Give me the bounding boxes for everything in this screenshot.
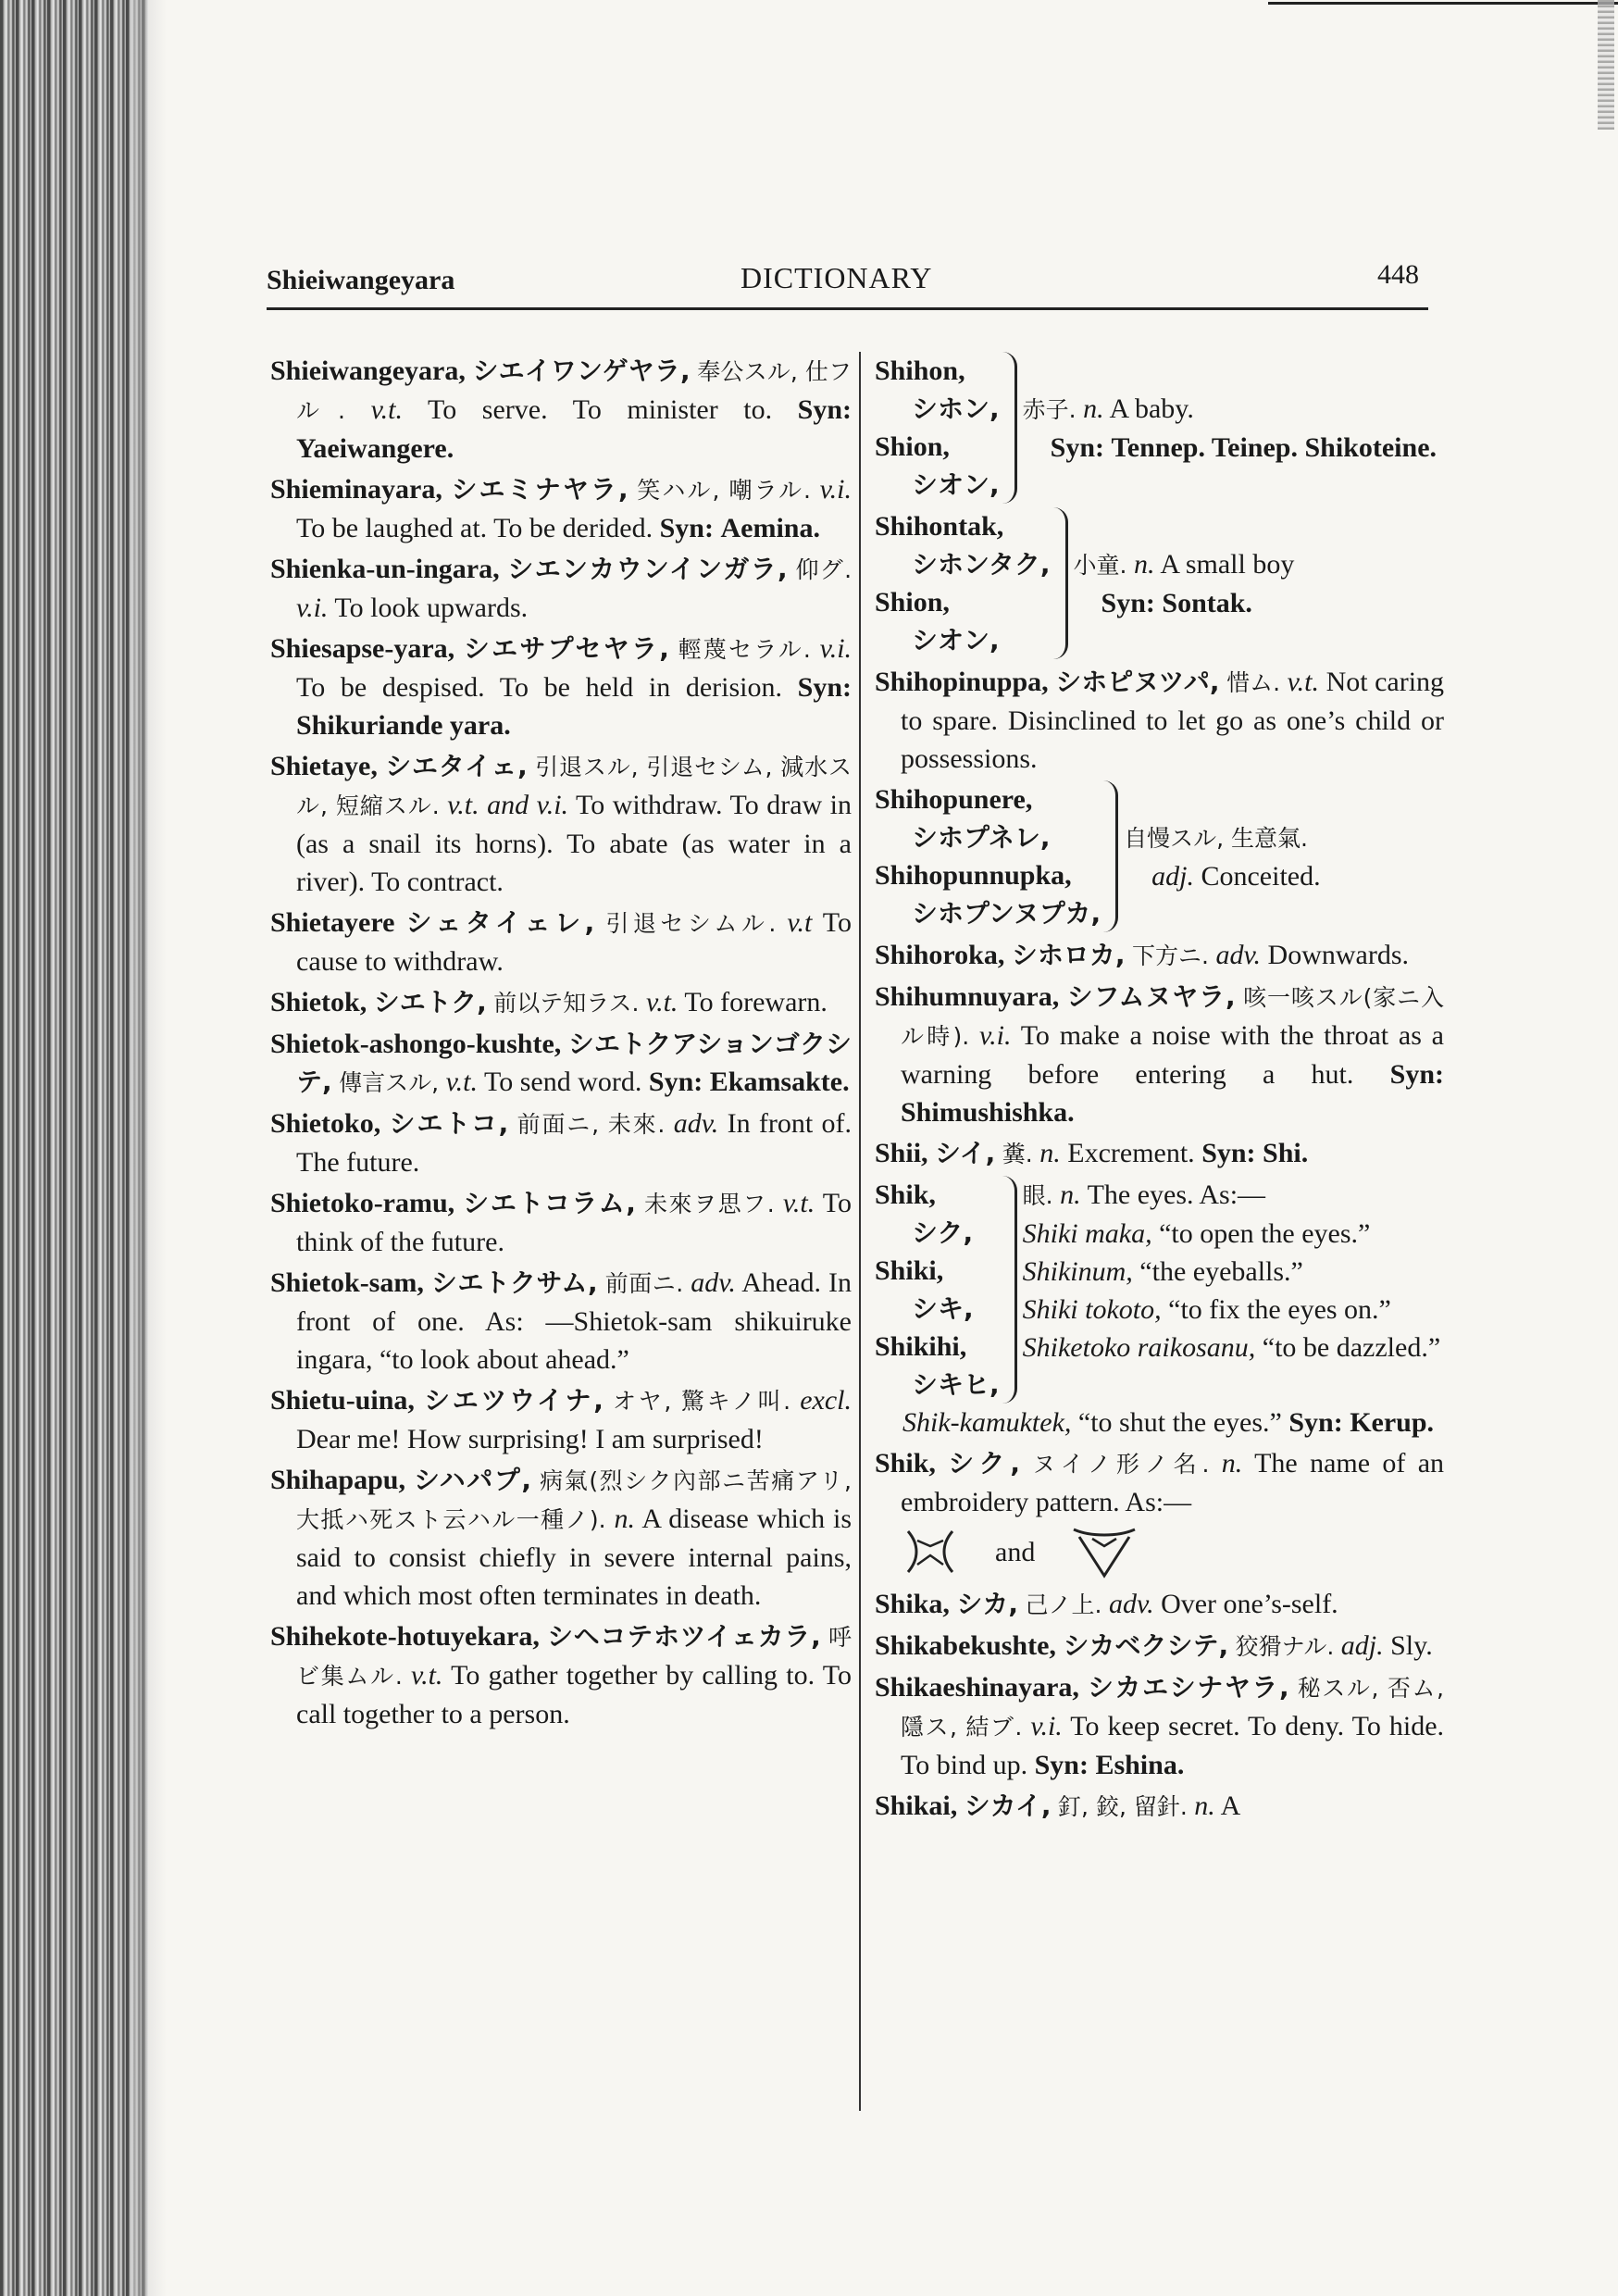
katakana: シホプネレ, bbox=[912, 822, 1051, 853]
example-gloss: “to open the eyes.” bbox=[1159, 1218, 1371, 1249]
synonym-label: Syn: bbox=[1389, 1059, 1445, 1090]
katakana: シェタイェレ, bbox=[405, 907, 595, 938]
grammar-label: excl. bbox=[800, 1385, 853, 1416]
katakana: シフムヌヤラ, bbox=[1066, 981, 1236, 1012]
japanese-gloss: 惜ム. bbox=[1226, 669, 1281, 696]
left-entry bbox=[270, 352, 852, 468]
synonym-label: Syn: bbox=[1050, 431, 1104, 463]
synonym: Shikuriande yara. bbox=[296, 710, 511, 741]
grammar-label: v.t. bbox=[782, 1188, 815, 1218]
definition: A small boy bbox=[1160, 548, 1295, 580]
left-entry bbox=[270, 1461, 852, 1615]
headword: Shieiwangeyara, bbox=[270, 356, 466, 386]
definition: To send word. bbox=[484, 1067, 642, 1097]
example-gloss: “the eyeballs.” bbox=[1139, 1256, 1303, 1287]
left-entry bbox=[270, 1104, 852, 1181]
grammar-label: v.t. and v.i. bbox=[447, 790, 569, 820]
headword: Shieminayara, bbox=[270, 474, 442, 505]
definition: To make a noise with the throat as a warning before entering a hut. bbox=[901, 1020, 1444, 1090]
grammar-label: n. bbox=[1221, 1448, 1243, 1479]
left-entry bbox=[270, 630, 852, 744]
definition: To be despised. To be held in derision. bbox=[296, 672, 782, 703]
katakana: シカイ, bbox=[964, 1791, 1052, 1821]
grammar-label: v.t. bbox=[645, 987, 678, 1017]
definition: A baby. bbox=[1109, 393, 1194, 424]
grammar-label: adj. bbox=[1340, 1630, 1384, 1661]
page-edge-texture bbox=[1598, 0, 1614, 130]
japanese-gloss: 秘スル, 否ム, 隱ス, 結ブ. bbox=[901, 1675, 1445, 1741]
left-entry bbox=[270, 747, 852, 901]
example-gloss: “to fix the eyes on.” bbox=[1168, 1294, 1391, 1325]
katakana: シカエシナヤラ, bbox=[1087, 1672, 1289, 1703]
grammar-label: adv. bbox=[1108, 1589, 1154, 1619]
page-title: DICTIONARY bbox=[741, 261, 933, 294]
pattern-figure-2 bbox=[1072, 1524, 1137, 1579]
synonym: Sontak. bbox=[1162, 587, 1252, 618]
katakana: シハパプ, bbox=[414, 1465, 532, 1495]
japanese-gloss: 赤子. bbox=[1022, 395, 1077, 423]
japanese-gloss: 病氣(烈シク內部ニ苦痛アリ, 大抵ハ死スト云ハル一種ノ). bbox=[296, 1467, 853, 1533]
synonym-label: Syn: bbox=[1101, 587, 1155, 618]
katakana: シヘコテホツイェカラ, bbox=[547, 1621, 821, 1652]
japanese-gloss: 引退セシムル. bbox=[605, 910, 777, 937]
entry-group bbox=[875, 507, 1444, 659]
definition: To think of the future. bbox=[296, 1188, 853, 1257]
right-entry bbox=[875, 1627, 1444, 1666]
entry-group-shihopunere bbox=[875, 780, 1444, 932]
katakana: シホン, bbox=[912, 393, 1000, 424]
headword: Shikihi, bbox=[875, 1331, 967, 1362]
katakana: シエイワンゲヤラ, bbox=[472, 356, 691, 386]
group-headwords bbox=[875, 507, 1051, 659]
headword: Shiesapse-yara, bbox=[270, 633, 455, 664]
example-ainu: Shikinum, bbox=[1022, 1256, 1133, 1287]
synonym: Kerup. bbox=[1350, 1407, 1435, 1438]
headword: Shietok-ashongo-kushte, bbox=[270, 1029, 562, 1059]
katakana: シエトク, bbox=[373, 987, 487, 1017]
grammar-label: n. bbox=[614, 1504, 636, 1534]
grammar-label: adv. bbox=[673, 1108, 719, 1139]
definition: To forewarn. bbox=[684, 987, 828, 1017]
grammar-label: n. bbox=[1039, 1138, 1061, 1168]
right-entry bbox=[875, 1668, 1444, 1784]
headword: Shika, bbox=[875, 1589, 950, 1619]
headword: Shihopunere, bbox=[875, 784, 1033, 815]
definition: To keep secret. To deny. To hide. To bind up. bbox=[901, 1711, 1445, 1780]
embroidery-pattern-figures bbox=[875, 1524, 1444, 1579]
left-entry bbox=[270, 1617, 852, 1733]
synonym: Aemina. bbox=[720, 513, 820, 543]
japanese-gloss: 奉公スル, 仕フル. bbox=[296, 358, 853, 424]
japanese-gloss: 仰グ. bbox=[795, 556, 853, 583]
grammar-label: adv. bbox=[1215, 940, 1262, 970]
japanese-gloss: オヤ, 驚キノ叫. bbox=[613, 1388, 791, 1415]
pattern-and: and bbox=[995, 1536, 1036, 1567]
headword: Shietoko, bbox=[270, 1108, 381, 1139]
definition: To gather together by calling to. To call together to a person. bbox=[296, 1660, 852, 1729]
definition: Excrement. bbox=[1067, 1138, 1195, 1168]
japanese-gloss: 小童. bbox=[1073, 551, 1127, 579]
example-gloss: “to shut the eyes.” bbox=[1077, 1407, 1282, 1438]
katakana: シキ, bbox=[912, 1293, 974, 1324]
japanese-gloss: 引退スル, 引退セシム, 減水スル, 短縮スル. bbox=[296, 754, 852, 819]
grammar-label: adj. bbox=[1151, 860, 1194, 892]
grammar-label: v.t. bbox=[411, 1660, 443, 1691]
headword: Shihoroka, bbox=[875, 940, 1005, 970]
left-entry bbox=[270, 1264, 852, 1379]
synonym-label: Syn: bbox=[648, 1067, 703, 1097]
example-gloss: “to be dazzled.” bbox=[1262, 1332, 1441, 1363]
definition: The eyes. As:— bbox=[1087, 1179, 1266, 1210]
brace bbox=[1000, 352, 1023, 504]
definition: To cause to withdraw. bbox=[296, 907, 853, 977]
grammar-label: n. bbox=[1083, 393, 1104, 424]
japanese-gloss: 下方ニ. bbox=[1132, 942, 1209, 969]
brace bbox=[1101, 780, 1124, 932]
definition: To serve. To minister to. bbox=[428, 394, 773, 425]
grammar-label: v.t. bbox=[370, 394, 403, 425]
katakana: シエトクサム, bbox=[430, 1267, 598, 1298]
headword: Shihon, bbox=[875, 356, 965, 386]
katakana: シカ, bbox=[956, 1589, 1019, 1619]
grammar-label: v.i. bbox=[1030, 1711, 1063, 1741]
entry-group-shik bbox=[875, 1176, 1444, 1404]
definition: To withdraw. To draw in (as a snail its horns). To abate (as water in a river). To contract. bbox=[296, 790, 852, 897]
synonym: Eshina. bbox=[1095, 1750, 1185, 1780]
right-entry bbox=[875, 1134, 1444, 1173]
example-ainu: Shiki tokoto, bbox=[1022, 1294, 1162, 1325]
katakana: シホピヌツパ, bbox=[1055, 667, 1220, 697]
japanese-gloss: 糞. bbox=[1002, 1141, 1033, 1167]
right-entry bbox=[875, 1585, 1444, 1624]
grammar-label: v.t. bbox=[445, 1067, 479, 1097]
definition: Ahead. In front of one. As: —Shietok-sam shikuiruke ingara, “to look about ahead.” bbox=[296, 1267, 853, 1375]
left-entry bbox=[270, 470, 852, 547]
katakana: シキヒ, bbox=[912, 1369, 1000, 1400]
japanese-gloss: 眼. bbox=[1022, 1182, 1053, 1209]
left-entry bbox=[270, 904, 852, 980]
entry-continuation bbox=[875, 1404, 1444, 1441]
japanese-gloss: 輕蔑セラル. bbox=[678, 636, 811, 663]
column-divider bbox=[859, 352, 861, 2111]
headword: Shietoko-ramu, bbox=[270, 1188, 455, 1218]
definition: Not caring to spare. Disinclined to let go as one’s child or possessions. bbox=[901, 667, 1445, 774]
example-ainu: Shiki maka, bbox=[1022, 1218, 1152, 1249]
grammar-label: adv. bbox=[691, 1267, 736, 1298]
group-definition bbox=[1074, 507, 1444, 659]
synonym: Shimushishka. bbox=[901, 1097, 1075, 1128]
headword: Shikaeshinayara, bbox=[875, 1672, 1079, 1703]
headword: Shihontak, bbox=[875, 511, 1004, 542]
katakana: シエタイェ, bbox=[385, 751, 528, 781]
katakana: シエミナヤラ, bbox=[451, 474, 629, 505]
definition: A bbox=[1220, 1791, 1241, 1821]
headword: Shihekote-hotuyekara, bbox=[270, 1621, 540, 1652]
japanese-gloss: 前面ニ. bbox=[604, 1270, 684, 1297]
right-column bbox=[875, 352, 1444, 1828]
headword: Shihapapu, bbox=[270, 1465, 405, 1495]
left-entry bbox=[270, 550, 852, 627]
headword: Shienka-un-ingara, bbox=[270, 554, 500, 584]
header-rule bbox=[267, 307, 1428, 310]
katakana: シエトクアションゴクシテ, bbox=[296, 1029, 852, 1097]
left-entry bbox=[270, 983, 852, 1022]
grammar-label: v.i. bbox=[819, 633, 853, 664]
synonym-label: Syn: bbox=[1288, 1407, 1343, 1438]
synonym: Yaeiwangere. bbox=[296, 433, 454, 464]
brace bbox=[1000, 1176, 1023, 1404]
katakana: シエトコ, bbox=[389, 1108, 509, 1139]
headword: Shion, bbox=[875, 431, 950, 462]
binding-fade bbox=[130, 0, 167, 2296]
headword: Shihopinuppa, bbox=[875, 667, 1049, 697]
right-entry bbox=[875, 1787, 1444, 1826]
definition: Conceited. bbox=[1201, 860, 1321, 892]
definition: Sly. bbox=[1390, 1630, 1433, 1661]
right-entry bbox=[875, 978, 1444, 1131]
japanese-gloss: 前面ニ, 未來. bbox=[517, 1111, 666, 1138]
definition: To be laughed at. To be derided. bbox=[296, 513, 653, 543]
synonym: Ekamsakte. bbox=[709, 1067, 850, 1097]
japanese-gloss: ヌイノ形ノ名. bbox=[1032, 1451, 1210, 1478]
grammar-label: n. bbox=[1194, 1791, 1215, 1821]
headword: Shietaye, bbox=[270, 751, 378, 781]
grammar-label: v.i. bbox=[979, 1020, 1012, 1051]
definition: The name of an embroidery pattern. As:— bbox=[901, 1448, 1445, 1517]
headword: Shikai, bbox=[875, 1791, 958, 1821]
japanese-gloss: 笑ハル, 嘲ラル. bbox=[637, 477, 811, 504]
katakana: シオン, bbox=[912, 625, 1000, 655]
definition: Dear me! How surprising! I am surprised! bbox=[296, 1424, 764, 1454]
pattern-figure-1 bbox=[902, 1528, 958, 1576]
katakana: シク, bbox=[912, 1217, 974, 1248]
entry-shik-pattern bbox=[875, 1444, 1444, 1521]
headword: Shik, bbox=[875, 1179, 936, 1210]
katakana: シク, bbox=[948, 1448, 1021, 1479]
example-ainu: Shiketoko raikosanu, bbox=[1022, 1332, 1256, 1363]
headword: Shihopunnupka, bbox=[875, 860, 1072, 891]
entry-group bbox=[875, 352, 1444, 504]
group-definition bbox=[1023, 1176, 1444, 1404]
top-edge-rule bbox=[1268, 2, 1618, 5]
katakana: シホンタク, bbox=[912, 549, 1051, 580]
book-binding-shadow bbox=[0, 0, 148, 2296]
headword: Shietu-uina, bbox=[270, 1385, 415, 1416]
group-headwords bbox=[875, 352, 1000, 504]
synonym: Shi. bbox=[1263, 1138, 1309, 1168]
katakana: シエサプセヤラ, bbox=[463, 633, 669, 664]
grammar-label: v.t bbox=[787, 907, 813, 938]
japanese-gloss: 狡猾ナル. bbox=[1235, 1633, 1335, 1660]
definition: To look upwards. bbox=[334, 593, 529, 623]
synonym: Tennep. Teinep. Shikoteine. bbox=[1111, 431, 1438, 463]
headword: Shion, bbox=[875, 587, 950, 618]
japanese-gloss: 未來ヲ思フ. bbox=[643, 1191, 775, 1217]
grammar-label: n. bbox=[1060, 1179, 1081, 1210]
left-entry bbox=[270, 1025, 852, 1102]
japanese-gloss: 咳一咳スル(家ニ入ル時). bbox=[901, 984, 1445, 1050]
synonym-label: Syn: bbox=[1201, 1138, 1256, 1168]
japanese-gloss: 自慢スル, 生意氣. bbox=[1124, 824, 1308, 852]
headword: Shii, bbox=[875, 1138, 928, 1168]
headword: Shietayere bbox=[270, 907, 395, 938]
group-headwords bbox=[875, 1176, 1000, 1404]
grammar-label: n. bbox=[1133, 548, 1155, 580]
right-entry bbox=[875, 663, 1444, 778]
grammar-label: v.i. bbox=[296, 593, 329, 623]
headword: Shik, bbox=[875, 1448, 936, 1479]
katakana: シホロカ, bbox=[1011, 940, 1126, 970]
katakana: シオン, bbox=[912, 469, 1000, 500]
grammar-label: v.t. bbox=[1287, 667, 1320, 697]
headword: Shietok, bbox=[270, 987, 367, 1017]
katakana: シイ, bbox=[935, 1138, 996, 1168]
katakana: シエツウイナ, bbox=[424, 1385, 604, 1416]
headword: Shietok-sam, bbox=[270, 1267, 424, 1298]
running-header bbox=[267, 259, 1438, 302]
japanese-gloss: 前以テ知ラス. bbox=[493, 990, 640, 1017]
right-entry bbox=[875, 936, 1444, 975]
katakana: シエトコラム, bbox=[463, 1188, 636, 1218]
left-entry bbox=[270, 1381, 852, 1458]
katakana: シカベクシテ, bbox=[1063, 1630, 1229, 1661]
synonym-label: Syn: bbox=[659, 513, 714, 543]
japanese-gloss: 己ノ上. bbox=[1025, 1591, 1102, 1618]
japanese-gloss: 傳言スル, bbox=[339, 1069, 440, 1096]
japanese-gloss: 呼ビ集ムル. bbox=[296, 1624, 852, 1690]
definition: A disease which is said to consist chiefly in severe internal pains, and which most often terminates in death. bbox=[296, 1504, 853, 1611]
katakana: シホプンヌプカ, bbox=[912, 898, 1101, 929]
definition: Downwards. bbox=[1267, 940, 1410, 970]
grammar-label: v.i. bbox=[819, 474, 853, 505]
katakana: シエンカウンインガラ, bbox=[507, 554, 788, 584]
left-entry bbox=[270, 1184, 852, 1261]
synonym-label: Syn: bbox=[797, 672, 852, 703]
page-number: 448 bbox=[1377, 259, 1419, 290]
japanese-gloss: 釘, 鉸, 留針. bbox=[1058, 1793, 1188, 1820]
left-column bbox=[270, 352, 852, 1736]
headword: Shihumnuyara, bbox=[875, 981, 1060, 1012]
guide-word: Shieiwangeyara bbox=[267, 265, 455, 295]
brace bbox=[1051, 507, 1074, 659]
headword: Shiki, bbox=[875, 1255, 944, 1286]
synonym-label: Syn: bbox=[1034, 1750, 1089, 1780]
group-headwords bbox=[875, 780, 1101, 932]
definition: Over one’s-self. bbox=[1161, 1589, 1338, 1619]
example-ainu: Shik-kamuktek, bbox=[902, 1407, 1072, 1438]
synonym-label: Syn: bbox=[797, 394, 853, 425]
group-definition bbox=[1124, 780, 1444, 932]
group-definition bbox=[1023, 352, 1444, 504]
definition: In front of. The future. bbox=[296, 1108, 853, 1178]
headword: Shikabekushte, bbox=[875, 1630, 1056, 1661]
